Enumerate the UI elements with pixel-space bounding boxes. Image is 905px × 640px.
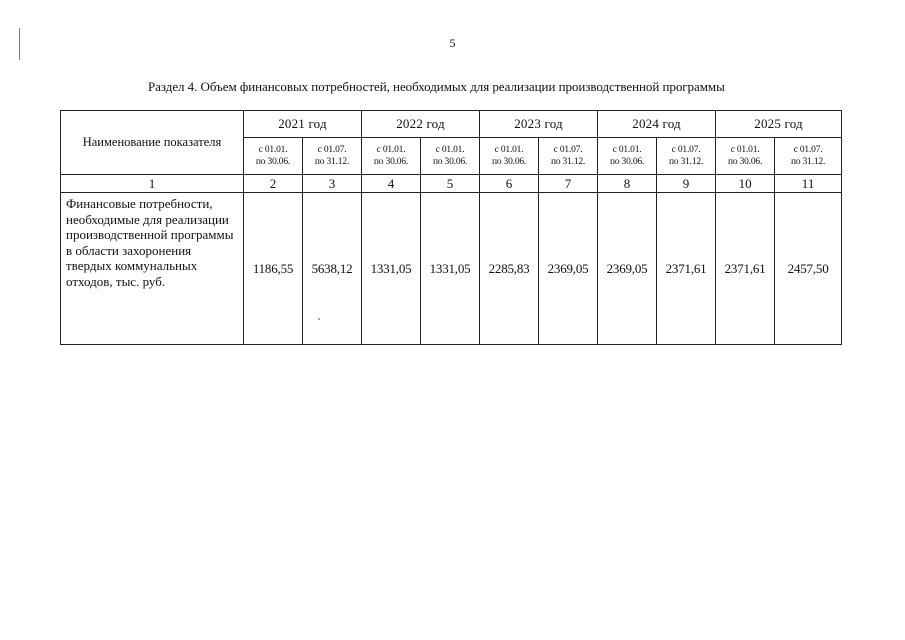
period-from: с 01.07.	[793, 145, 823, 155]
period-header	[775, 138, 842, 175]
year-header-2022: 2022 год	[362, 111, 480, 138]
indicator-name-cell: Финансовые потребности, необходимые для реализации производственной программы в области захоронения твердых коммунальных отходов, тыс. руб.	[61, 193, 244, 345]
period-from: с 01.07.	[553, 145, 583, 155]
period-to: по 31.12.	[314, 157, 350, 167]
period-header	[303, 138, 362, 175]
period-header	[421, 138, 480, 175]
value-cell: 2371,61	[657, 193, 716, 345]
value-cell: 2457,50	[775, 193, 842, 345]
column-number: 3	[303, 175, 362, 193]
value-cell: 1331,05	[362, 193, 421, 345]
column-number: 5	[421, 175, 480, 193]
column-number: 11	[775, 175, 842, 193]
column-number: 6	[480, 175, 539, 193]
column-number: 2	[244, 175, 303, 193]
column-number: 4	[362, 175, 421, 193]
period-to: по 31.12.	[668, 157, 704, 167]
year-header-2024: 2024 год	[598, 111, 716, 138]
value-cell: 5638,12	[303, 193, 362, 345]
period-header	[598, 138, 657, 175]
period-from: с 01.01.	[258, 145, 288, 155]
value-cell: 2371,61	[716, 193, 775, 345]
period-header	[716, 138, 775, 175]
table-row	[61, 193, 842, 345]
period-to: по 30.06.	[609, 157, 645, 167]
value-cell: 1186,55	[244, 193, 303, 345]
column-number: 10	[716, 175, 775, 193]
column-number: 9	[657, 175, 716, 193]
period-header	[480, 138, 539, 175]
period-from: с 01.07.	[317, 145, 347, 155]
period-to: по 30.06.	[373, 157, 409, 167]
year-header-row	[61, 111, 842, 138]
column-number: 7	[539, 175, 598, 193]
section-title: Раздел 4. Объем финансовых потребностей, необходимых для реализации производственной программы	[148, 79, 725, 94]
period-from: с 01.01.	[494, 145, 524, 155]
period-header	[362, 138, 421, 175]
page-number: 5	[449, 36, 456, 50]
year-header-2023: 2023 год	[480, 111, 598, 138]
period-header	[657, 138, 716, 175]
period-from: с 01.07.	[671, 145, 701, 155]
value-cell: 2369,05	[598, 193, 657, 345]
financial-needs-table	[60, 110, 842, 345]
column-number: 8	[598, 175, 657, 193]
scan-speck	[318, 318, 320, 320]
value-cell: 1331,05	[421, 193, 480, 345]
period-to: по 30.06.	[491, 157, 527, 167]
value-cell: 2285,83	[480, 193, 539, 345]
column-number: 1	[61, 175, 244, 193]
period-to: по 31.12.	[550, 157, 586, 167]
period-from: с 01.01.	[376, 145, 406, 155]
year-header-2021: 2021 год	[244, 111, 362, 138]
period-from: с 01.01.	[730, 145, 760, 155]
value-cell: 2369,05	[539, 193, 598, 345]
year-header-2025: 2025 год	[716, 111, 842, 138]
period-to: по 31.12.	[790, 157, 826, 167]
period-header	[539, 138, 598, 175]
period-to: по 30.06.	[255, 157, 291, 167]
column-number-row	[61, 175, 842, 193]
period-header	[244, 138, 303, 175]
period-to: по 30.06.	[727, 157, 763, 167]
period-to: по 30.06.	[432, 157, 468, 167]
period-from: с 01.01.	[612, 145, 642, 155]
indicator-name-header: Наименование показателя	[61, 111, 244, 175]
period-from: с 01.01.	[435, 145, 465, 155]
